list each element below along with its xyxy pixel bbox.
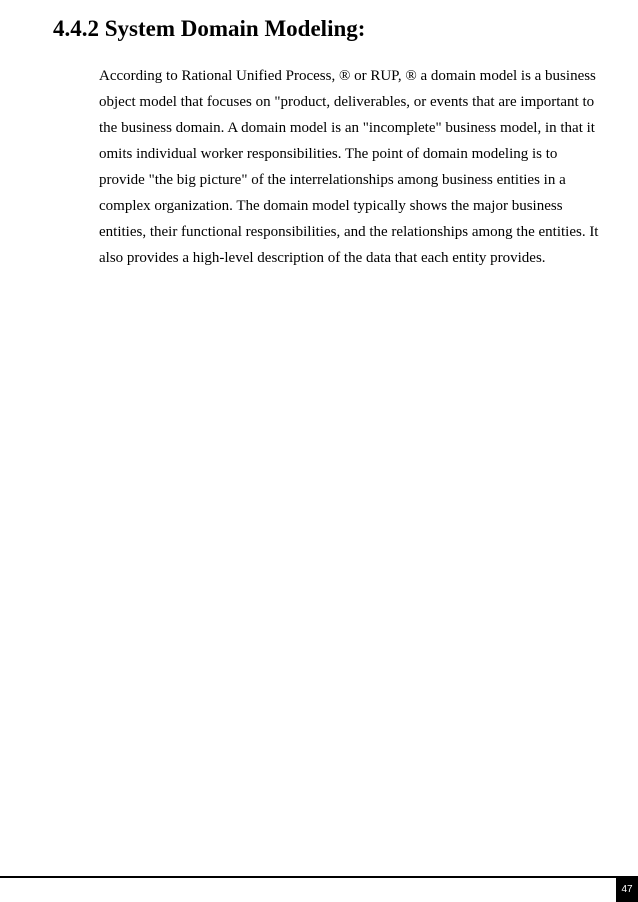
paragraph-line: provide "the big picture" of the interrelationships among business entities in a (99, 172, 566, 188)
paragraph-line: the business domain. A domain model is an "incomplete" business model, in that it (99, 120, 595, 136)
paragraph-line: According to Rational Unified Process, ® or RUP, ® a domain model is a business (99, 68, 596, 84)
body-paragraph (99, 63, 609, 271)
paragraph-line: omits individual worker responsibilities. The point of domain modeling is to (99, 146, 558, 162)
paragraph-line: entities, their functional responsibilities, and the relationships among the entities. It (99, 224, 599, 240)
paragraph-line: object model that focuses on "product, deliverables, or events that are important to (99, 94, 595, 110)
paragraph-line: also provides a high-level description of the data that each entity provides. (99, 250, 546, 266)
paragraph-line: complex organization. The domain model typically shows the major business (99, 198, 563, 214)
page-number: 47 (616, 878, 638, 902)
footer-divider (0, 876, 638, 878)
section-heading: 4.4.2 System Domain Modeling: (53, 16, 366, 41)
